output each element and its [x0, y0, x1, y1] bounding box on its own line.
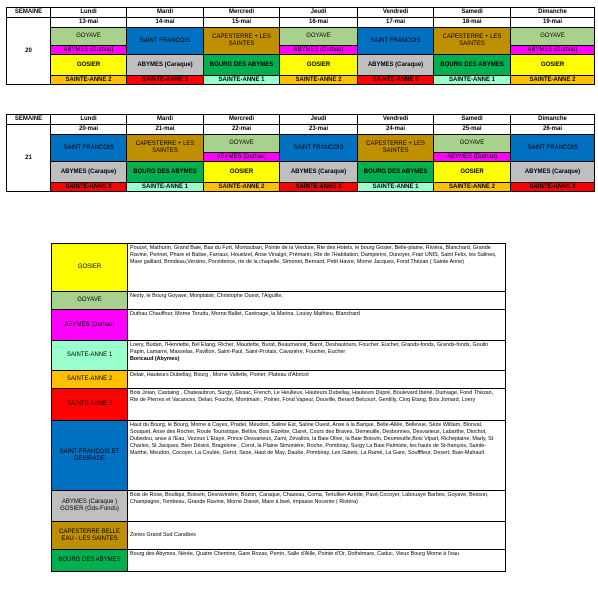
day-header: Jeudi [280, 8, 358, 18]
zone-abymes-duthau: ABYMES (Duthau) [51, 46, 127, 55]
legend-zone-areas: Bois de Rose, Bouliqui, Boisvin, Desravinière, Bozon, Caraque, Chazeau, Coma, Tertullien Azède, Pavé,Cocoyer, Labouaye Barbes, Goyave, Besson, Champagne, Tombeau, Grande Ravine, Morne Diavet, Mare à bwé, impasse Nocente ( Riviéra) [128, 491, 506, 522]
legend-zone-areas: Duthau Chauffour, Morne Torudu, Morne Ballet, Carénage, la Marina, Louisy Mathieu, Blanchard [128, 310, 506, 341]
legend-zone-areas-cell [128, 341, 506, 371]
legend-row [52, 522, 506, 550]
header-row [7, 115, 595, 125]
week-21-schedule [6, 114, 595, 192]
legend-zone-areas: Bourg des Abymes, Nérée, Quatre Chemins, Gare Rozas, Perrin, Salle d'Aille, Pointe d'Or, Dothémare, Caduc, Vieux Bourg Morne à l'eau [128, 550, 506, 572]
day-header: Mardi [127, 8, 204, 18]
legend-zone-label: BOURG DES ABYMES [52, 550, 128, 572]
legend-row [52, 421, 506, 491]
dates-row [7, 125, 595, 135]
zone-sainte-anne-1: SAINTE-ANNE 1 [358, 183, 434, 192]
zone-row [7, 28, 595, 46]
zone-gosier: GOSIER [280, 55, 358, 76]
zone-capesterre: CAPESTERRE + LES SAINTES [127, 135, 204, 162]
zone-sainte-anne-2: SAINTE-ANNE 2 [511, 76, 595, 85]
legend-zone-label: GOSIER [52, 244, 128, 292]
zones-legend-table [51, 243, 506, 572]
zone-goyave: GOYAVE [280, 28, 358, 46]
day-header: Samedi [434, 115, 511, 125]
zone-row [7, 162, 595, 183]
date-cell: 13-mai [51, 18, 127, 28]
legend-zone-areas: Bois Jolan, Castaing , Chateaubrun, Surgy, Gissac, French, Le Heulleux, Hauteurs Dubellay, Hauteurs Dupré, Boulevard Ibéné, Durivage, Fond Thézan, Rte de Pierres et Vacances, Delair, Fouché, Montmain , Poirier, Fond Vapeur, Douville, Berard Belcourt, Gentilly, Cinq Etang, Bois Jomard, Loery [128, 389, 506, 421]
zone-capesterre: CAPESTERRE + LES SAINTES [434, 28, 511, 55]
legend-zone-label: ABYMES (Duthau) [52, 310, 128, 341]
legend-row [52, 371, 506, 389]
zone-bourg-des-abymes: BOURG DES ABYMES [434, 55, 511, 76]
legend-row [52, 389, 506, 421]
date-cell: 26-mai [511, 125, 595, 135]
zone-bourg-des-abymes: BOURG DES ABYMES [127, 162, 204, 183]
date-cell: 25-mai [434, 125, 511, 135]
zone-abymes-caraque: ABYMES (Caraque) [511, 162, 595, 183]
legend-row [52, 341, 506, 371]
legend-zone-areas: Poucet, Mathurin, Grand Baie, Bas du Fort, Montauban, Pointe de la Verdure, Rte des Hotels, le bourg Gosier, Belle-plaine, Riviéra, Blanchard, Grande Ravine, Perinet, Phare et Balise, Farraux, Houelzel, Anse Vinaigri, Prémarin, Rte de l'Habitation, Dampierre, Dunoyer, Frair UNIS, Saint Felix, les Salines, Mare gaillard, Brindeau,Versino, Porvidence, rte de la chapelle, Simonet, Bernard, Petit Havre, Morne Jacques, Fond Thézan ( Sainte Anne) [128, 244, 506, 292]
zone-abymes-duthau: ABYMES (Duthau) [511, 46, 595, 55]
zone-sainte-anne-1: SAINTE-ANNE 1 [434, 76, 511, 85]
legend-zone-label: SAINT-FRANCOIS ET DESIRADE [52, 421, 128, 491]
day-header: Dimanche [511, 115, 595, 125]
day-header: Jeudi [280, 115, 358, 125]
dates-row [7, 18, 595, 28]
zone-sainte-anne-2: SAINTE-ANNE 2 [51, 76, 127, 85]
semaine-header: SEMAINE [7, 8, 51, 18]
date-cell: 18-mai [434, 18, 511, 28]
zone-gosier: GOSIER [204, 162, 280, 183]
zone-sainte-anne-2: SAINTE-ANNE 2 [204, 183, 280, 192]
legend-zone-label: SAINTE-ANNE 2 [52, 371, 128, 389]
zone-sainte-anne-2: SAINTE-ANNE 2 [280, 76, 358, 85]
zone-row [7, 55, 595, 76]
zone-bourg-des-abymes: BOURG DES ABYMES [358, 162, 434, 183]
zone-sainte-anne-3: SAINTE-ANNE 3 [511, 183, 595, 192]
day-header: Samedi [434, 8, 511, 18]
legend-row [52, 292, 506, 310]
legend-zone-label: CAPESTERRE BELLE EAU - LES SAINTES [52, 522, 128, 550]
date-cell: 16-mai [280, 18, 358, 28]
zone-goyave: GOYAVE [204, 135, 280, 153]
zone-sainte-anne-3: SAINTE-ANNE 3 [51, 183, 127, 192]
date-cell: 19-mai [511, 18, 595, 28]
date-cell: 15-mai [204, 18, 280, 28]
date-cell: 14-mai [127, 18, 204, 28]
legend-zone-areas-extra: Boricaud (Abymes) [130, 356, 180, 362]
zone-abymes-caraque: ABYMES (Caraque) [280, 162, 358, 183]
legend-zone-areas: Haut du Bourg, le Bourg, Morne à Cayes, Pradel, Meudon, Saline Est, Saline Ouest, Anse à la Barque, Belle-Allée, Bellevue, Sèze William, Blonval, Souquet, Anse des Rocher, Route Touristique, Bellov, Bois Euzèbe, Claret, Cours des Braves, Demeuille, Desbonnes, Desvarieux, Labarthe, Diochot, Dubedou, anse à l'Eau, Vezoux L'Etaye, Prince Desvarieux, Zami, Zévallos, la Baie Olive, la Baie Boisvin, Deumeuille,Bois Vipart, Richeplaine, Marly, St Charles, St Jacques, Bien Désiré, Bragelone , Corot, la Plaine Simonière, Roche, Pombiray, Surgy La Baie Palmiste, les hauts de St-françois, Sainte-Marthe, Meudon, Cocoyer, La Coulée, Gorot, Seze, Haut de May, Daube, Pombiray, Les Galets, La Ramé, La Gare, Soufffleur, Desert, Baie-Mahault [128, 421, 506, 491]
zone-abymes-duthau: ABYMES (Duthau) [434, 153, 511, 162]
zone-saint-francois: SAINT FRANCOIS [51, 135, 127, 162]
zone-row [7, 76, 595, 85]
day-header: Mercredi [204, 8, 280, 18]
zone-gosier: GOSIER [51, 55, 127, 76]
zone-saint-francois: SAINT FRANCOIS [280, 135, 358, 162]
zone-abymes-duthau: ABYMES (Duthau) [204, 153, 280, 162]
zone-sainte-anne-2: SAINTE-ANNE 2 [434, 183, 511, 192]
date-cell: 22-mai [204, 125, 280, 135]
legend-zone-areas: Zones Grand Sud Caraïbes [128, 522, 506, 550]
week-20-schedule [6, 7, 595, 85]
legend-zone-label: SAINTE-ANNE 3 [52, 389, 128, 421]
legend-row [52, 491, 506, 522]
zone-saint-francois: SAINT FRANCOIS [127, 28, 204, 55]
day-header: Mardi [127, 115, 204, 125]
zone-abymes-caraque: ABYMES (Caraque) [51, 162, 127, 183]
zone-goyave: GOYAVE [434, 135, 511, 153]
legend-row [52, 310, 506, 341]
week-number: 20 [7, 18, 51, 85]
day-header: Lundi [51, 8, 127, 18]
zone-saint-francois: SAINT FRANCOIS [358, 28, 434, 55]
zone-saint-francois: SAINT FRANCOIS [511, 135, 595, 162]
zone-abymes-duthau: ABYMES (Duthau) [280, 46, 358, 55]
legend-zone-areas: Delair, Hauteurs Dubellay, Bourg , Morne Vallette, Poirier, Plateau d'Abricot [128, 371, 506, 389]
zone-sainte-anne-3: SAINTE-ANNE 3 [280, 183, 358, 192]
day-header: Dimanche [511, 8, 595, 18]
zone-row [7, 183, 595, 192]
day-header: Lundi [51, 115, 127, 125]
zone-gosier: GOSIER [434, 162, 511, 183]
date-cell: 21-mai [127, 125, 204, 135]
zone-sainte-anne-3: SAINTE-ANNE 3 [358, 76, 434, 85]
legend-zone-areas: Nesty, le Bourg Goyave, Monplaisir, Christophe Ouest, l'Aiguille, [128, 292, 506, 310]
legend-zone-areas: Loery, Budan, l'Henriette, Bel Etang, Richer, Maudette, Burat, Beaumanoir, Barot, Deshautours, Foucher, Eucher, Grands-fonds, Grands-fonds, Goulin Papin, Lamarre, Masselas, Pavillon, Saint-Paul, Saint-Protais, Cavarière, Foucher, Eucher [130, 342, 489, 355]
legend-zone-label: ABYMES (Caraque ) GOSIER (Gds-Fonds) [52, 491, 128, 522]
zone-goyave: GOYAVE [51, 28, 127, 46]
zone-bourg-des-abymes: BOURG DES ABYMES [204, 55, 280, 76]
zone-abymes-caraque: ABYMES (Caraque) [127, 55, 204, 76]
zone-abymes-caraque: ABYMES (Caraque) [358, 55, 434, 76]
zone-row [7, 135, 595, 153]
semaine-header: SEMAINE [7, 115, 51, 125]
day-header: Mercredi [204, 115, 280, 125]
date-cell: 20-mai [51, 125, 127, 135]
zone-capesterre: CAPESTERRE + LES SAINTES [204, 28, 280, 55]
day-header: Vendredi [358, 115, 434, 125]
legend-row [52, 244, 506, 292]
legend-zone-label: SAINTE-ANNE 1 [52, 341, 128, 371]
date-cell: 24-mai [358, 125, 434, 135]
legend-zone-label: GOYAVE [52, 292, 128, 310]
zone-sainte-anne-1: SAINTE-ANNE 1 [127, 183, 204, 192]
zone-gosier: GOSIER [511, 55, 595, 76]
zone-capesterre: CAPESTERRE + LES SAINTES [358, 135, 434, 162]
zone-sainte-anne-3: SAINTE-ANNE 3 [127, 76, 204, 85]
day-header: Vendredi [358, 8, 434, 18]
date-cell: 17-mai [358, 18, 434, 28]
zone-goyave: GOYAVE [511, 28, 595, 46]
date-cell: 23-mai [280, 125, 358, 135]
legend-row [52, 550, 506, 572]
week-number: 21 [7, 125, 51, 192]
zone-sainte-anne-1: SAINTE-ANNE 1 [204, 76, 280, 85]
header-row [7, 8, 595, 18]
